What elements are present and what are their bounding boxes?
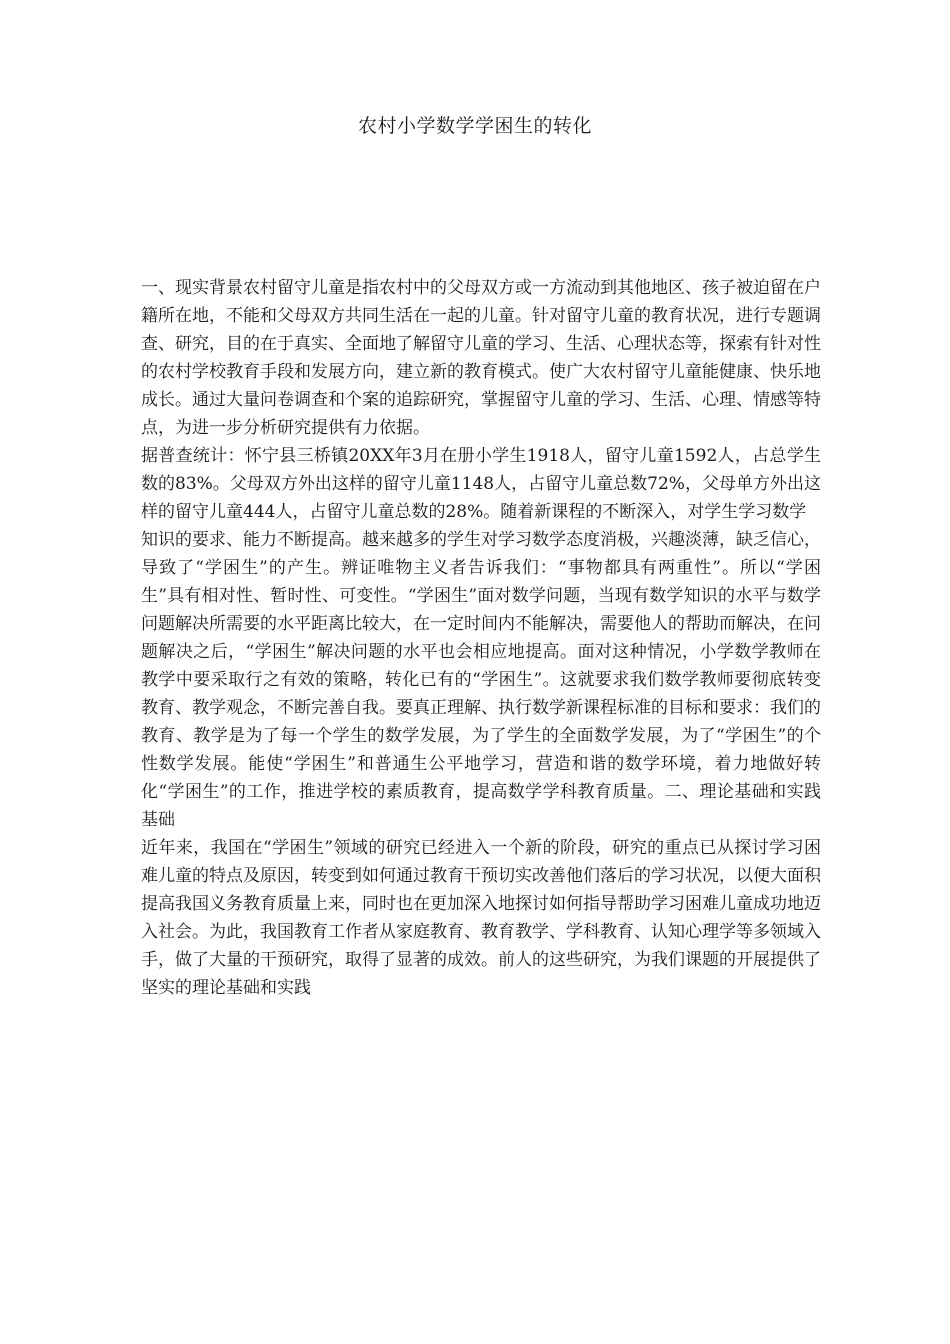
paragraph-statistics: 据普查统计：怀宁县三桥镇20XX年3月在册小学生1918人，留守儿童1592人，占总学生数的83%。父母双方外出这样的留守儿童1148人，占留守儿童总数72%，父母单方外出这样的留守儿童444人，占留守儿童总数的28%。随着新课程的不断深入，对学生学习数学: [141, 446, 821, 522]
document-body: [141, 274, 821, 1002]
document-title: 农村小学数学学困生的转化: [357, 115, 592, 137]
paragraph-background: 一、现实背景农村留守儿童是指农村中的父母双方或一方流动到其他地区、孩子被迫留在户籍所在地，不能和父母双方共同生活在一起的儿童。针对留守儿童的教育状况，进行专题调查、研究，目的在于真实、全面地了解留守儿童的学习、生活、心理状态等，探索有针对性的农村学校教育手段和发展方向，建立新的教育模式。使广大农村留守儿童能健康、快乐地成长。通过大量问卷调查和个案的追踪研究，掌握留守儿童的学习、生活、心理、情感等特点，为进一步分析研究提供有力依据。: [141, 278, 821, 438]
paragraph-requirements: 知识的要求、能力不断提高。越来越多的学生对学习数学态度消极，兴趣淡薄，缺乏信心，导致了“学困生”的产生。辨证唯物主义者告诉我们：“事物都具有两重性”。所以“学困生”具有相对性、暂时性、可变性。“学困生”面对数学问题，当现有数学知识的水平与数学问题解决所需要的水平距离比较大，在一定时间内不能解决，需要他人的帮助而解决，在问题解决之后，“学困生”解决问题的水平也会相应地提高。面对这种情况，小学数学教师在教学中要采取行之有效的策略，转化已有的“学困生”。这就要求我们数学教师要彻底转变教育、教学观念，不断完善自我。要真正理解、执行数学新课程标准的目标和要求：我们的教育、教学是为了每一个学生的数学发展，为了学生的全面数学发展，为了“学困生”的个性数学发展。能使“学困生”和普通生公平地学习，营造和谐的数学环境，着力地做好转化“学困生”的工作，推进学校的素质教育，提高数学学科教育质量。二、理论基础和实践基础: [141, 530, 821, 830]
paragraph-research: 近年来，我国在“学困生”领域的研究已经进入一个新的阶段，研究的重点已从探讨学习困难儿童的特点及原因，转变到如何通过教育干预切实改善他们落后的学习状况，以便大面积提高我国义务教育质量上来，同时也在更加深入地探讨如何指导帮助学习困难儿童成功地迈入社会。为此，我国教育工作者从家庭教育、教育教学、学科教育、认知心理学等多领域入手，做了大量的干预研究，取得了显著的成效。前人的这些研究，为我们课题的开展提供了坚实的理论基础和实践: [141, 838, 821, 998]
